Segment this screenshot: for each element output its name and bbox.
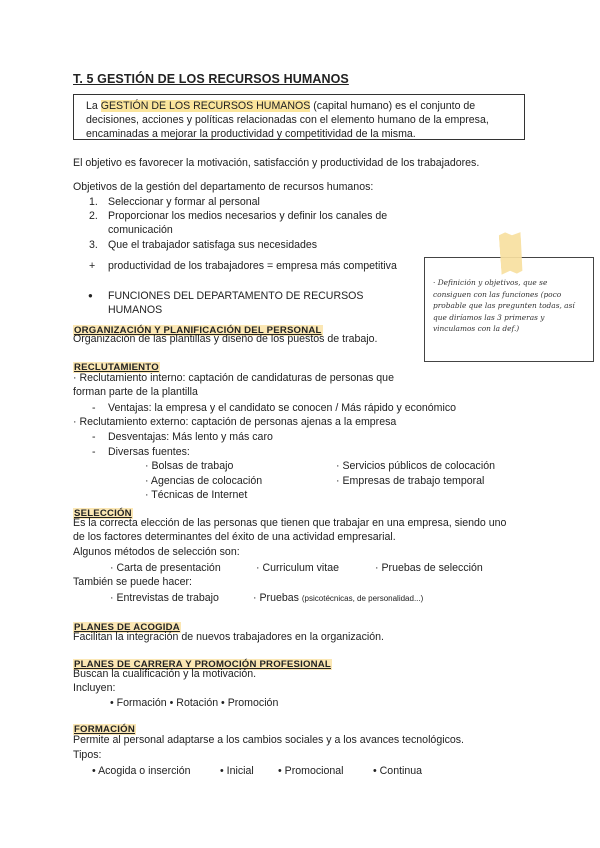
section-heading-label: ORGANIZACIÓN Y PLANIFICACIÓN DEL PERSONAL xyxy=(74,325,322,336)
extra-item-note: (psicotécnicas, de personalidad...) xyxy=(301,594,424,603)
objective-item: Que el trabajador satisfaga sus necesidades xyxy=(108,239,318,251)
tambien-label: También se puede hacer: xyxy=(73,576,192,588)
definition-prefix: La xyxy=(86,100,101,112)
section-heading-label: PLANES DE ACOGIDA xyxy=(74,622,180,633)
tipo-item: • Inicial xyxy=(220,765,254,777)
plus-symbol: + xyxy=(89,260,96,272)
objective-item: Seleccionar y formar al personal xyxy=(108,196,260,208)
tipo-item: • Acogida o inserción xyxy=(92,765,191,777)
metodos-label: Algunos métodos de selección son: xyxy=(73,546,240,558)
reclutamiento-externo: · Reclutamiento externo: captación de personas ajenas a la empresa xyxy=(73,416,397,428)
seleccion-line2: de los factores determinantes del éxito de una actividad empresarial. xyxy=(73,531,396,543)
reclutamiento-interno-1: · Reclutamiento interno: captación de candidaturas de personas que xyxy=(73,372,394,384)
fuente-item: · Empresas de trabajo temporal xyxy=(336,475,485,487)
functions-heading-line1: FUNCIONES DEL DEPARTAMENTO DE RECURSOS xyxy=(108,290,364,302)
tipo-item: • Continua xyxy=(373,765,423,777)
objective-item: Proporcionar los medios necesarios y definir los canales de xyxy=(108,210,388,222)
definition-rest: (capital humano) es el conjunto de xyxy=(310,100,476,112)
carrera-line1: Buscan la cualificación y la motivación. xyxy=(73,668,257,680)
tipos-label: Tipos: xyxy=(73,749,102,761)
objectives-intro: Objetivos de la gestión del departamento de recursos humanos: xyxy=(73,181,374,193)
reclutamiento-interno-2: forman parte de la plantilla xyxy=(73,386,198,398)
fuente-item: · Bolsas de trabajo xyxy=(145,460,234,472)
metodo-item: · Curriculum vitae xyxy=(256,562,340,574)
fuente-item: · Agencias de colocación xyxy=(145,475,263,487)
section-heading-label: SELECCIÓN xyxy=(74,508,132,519)
objective-num: 3. xyxy=(89,239,98,251)
extra-item: · Entrevistas de trabajo xyxy=(110,592,219,604)
objective-num: 2. xyxy=(89,210,98,222)
functions-heading-line2: HUMANOS xyxy=(108,304,163,316)
dash-icon: - xyxy=(92,446,96,458)
tipo-item: • Promocional xyxy=(278,765,344,777)
acogida-text: Facilitan la integración de nuevos trabajadores en la organización. xyxy=(73,631,384,643)
section-heading-label: PLANES DE CARRERA Y PROMOCIÓN PROFESIONAL xyxy=(74,659,331,670)
seleccion-line1: Es la correcta elección de las personas que tienen que trabajar en una empresa, siendo uno xyxy=(73,517,507,529)
extra-item-label: · Pruebas xyxy=(253,592,299,604)
fuente-item: · Servicios públicos de colocación xyxy=(336,460,495,472)
ventajas-text: Ventajas: la empresa y el candidato se conocen / Más rápido y económico xyxy=(108,402,457,414)
sticky-note xyxy=(424,257,594,362)
organizacion-text: Organización de las plantillas y diseño de los puestos de trabajo. xyxy=(73,333,378,345)
objective-num: 1. xyxy=(89,196,98,208)
objective-item: comunicación xyxy=(108,224,173,236)
plus-line-text: productividad de los trabajadores = empresa más competitiva xyxy=(108,260,397,272)
metodo-item: · Carta de presentación xyxy=(110,562,221,574)
carrera-line2: Incluyen: xyxy=(73,682,116,694)
tape-icon xyxy=(499,231,524,274)
definition-term: GESTIÓN DE LOS RECURSOS HUMANOS xyxy=(100,100,311,112)
definition-line2: decisiones, acciones y políticas relacionadas con el elemento humano de la empresa, xyxy=(86,114,489,126)
dash-icon: - xyxy=(92,431,96,443)
extra-item xyxy=(253,591,423,606)
definition-line3: encaminadas a mejorar la productividad y competitividad de la misma. xyxy=(86,128,416,140)
definition-box xyxy=(73,94,525,140)
desventajas-text: Desventajas: Más lento y más caro xyxy=(108,431,273,443)
metodo-item: · Pruebas de selección xyxy=(375,562,483,574)
formacion-line1: Permite al personal adaptarse a los cambios sociales y a los avances tecnológicos. xyxy=(73,734,464,746)
bullet-icon: ● xyxy=(88,291,93,300)
carrera-items: • Formación • Rotación • Promoción xyxy=(110,697,279,709)
section-heading-label: FORMACIÓN xyxy=(74,724,135,735)
dash-icon: - xyxy=(92,402,96,414)
fuentes-label: Diversas fuentes: xyxy=(108,446,190,458)
page-title: T. 5 GESTIÓN DE LOS RECURSOS HUMANOS xyxy=(73,72,349,86)
sticky-note-text: · Definición y objetivos, que se consiguen con las funciones (poco probable que las pregunten todas, así que diríamos las 3 primeras y vinculamos con la def.) xyxy=(433,278,575,333)
section-heading-label: RECLUTAMIENTO xyxy=(74,362,159,373)
objective-text: El objetivo es favorecer la motivación, satisfacción y productividad de los trabajadores. xyxy=(73,157,480,169)
fuente-item: · Técnicas de Internet xyxy=(145,489,248,501)
